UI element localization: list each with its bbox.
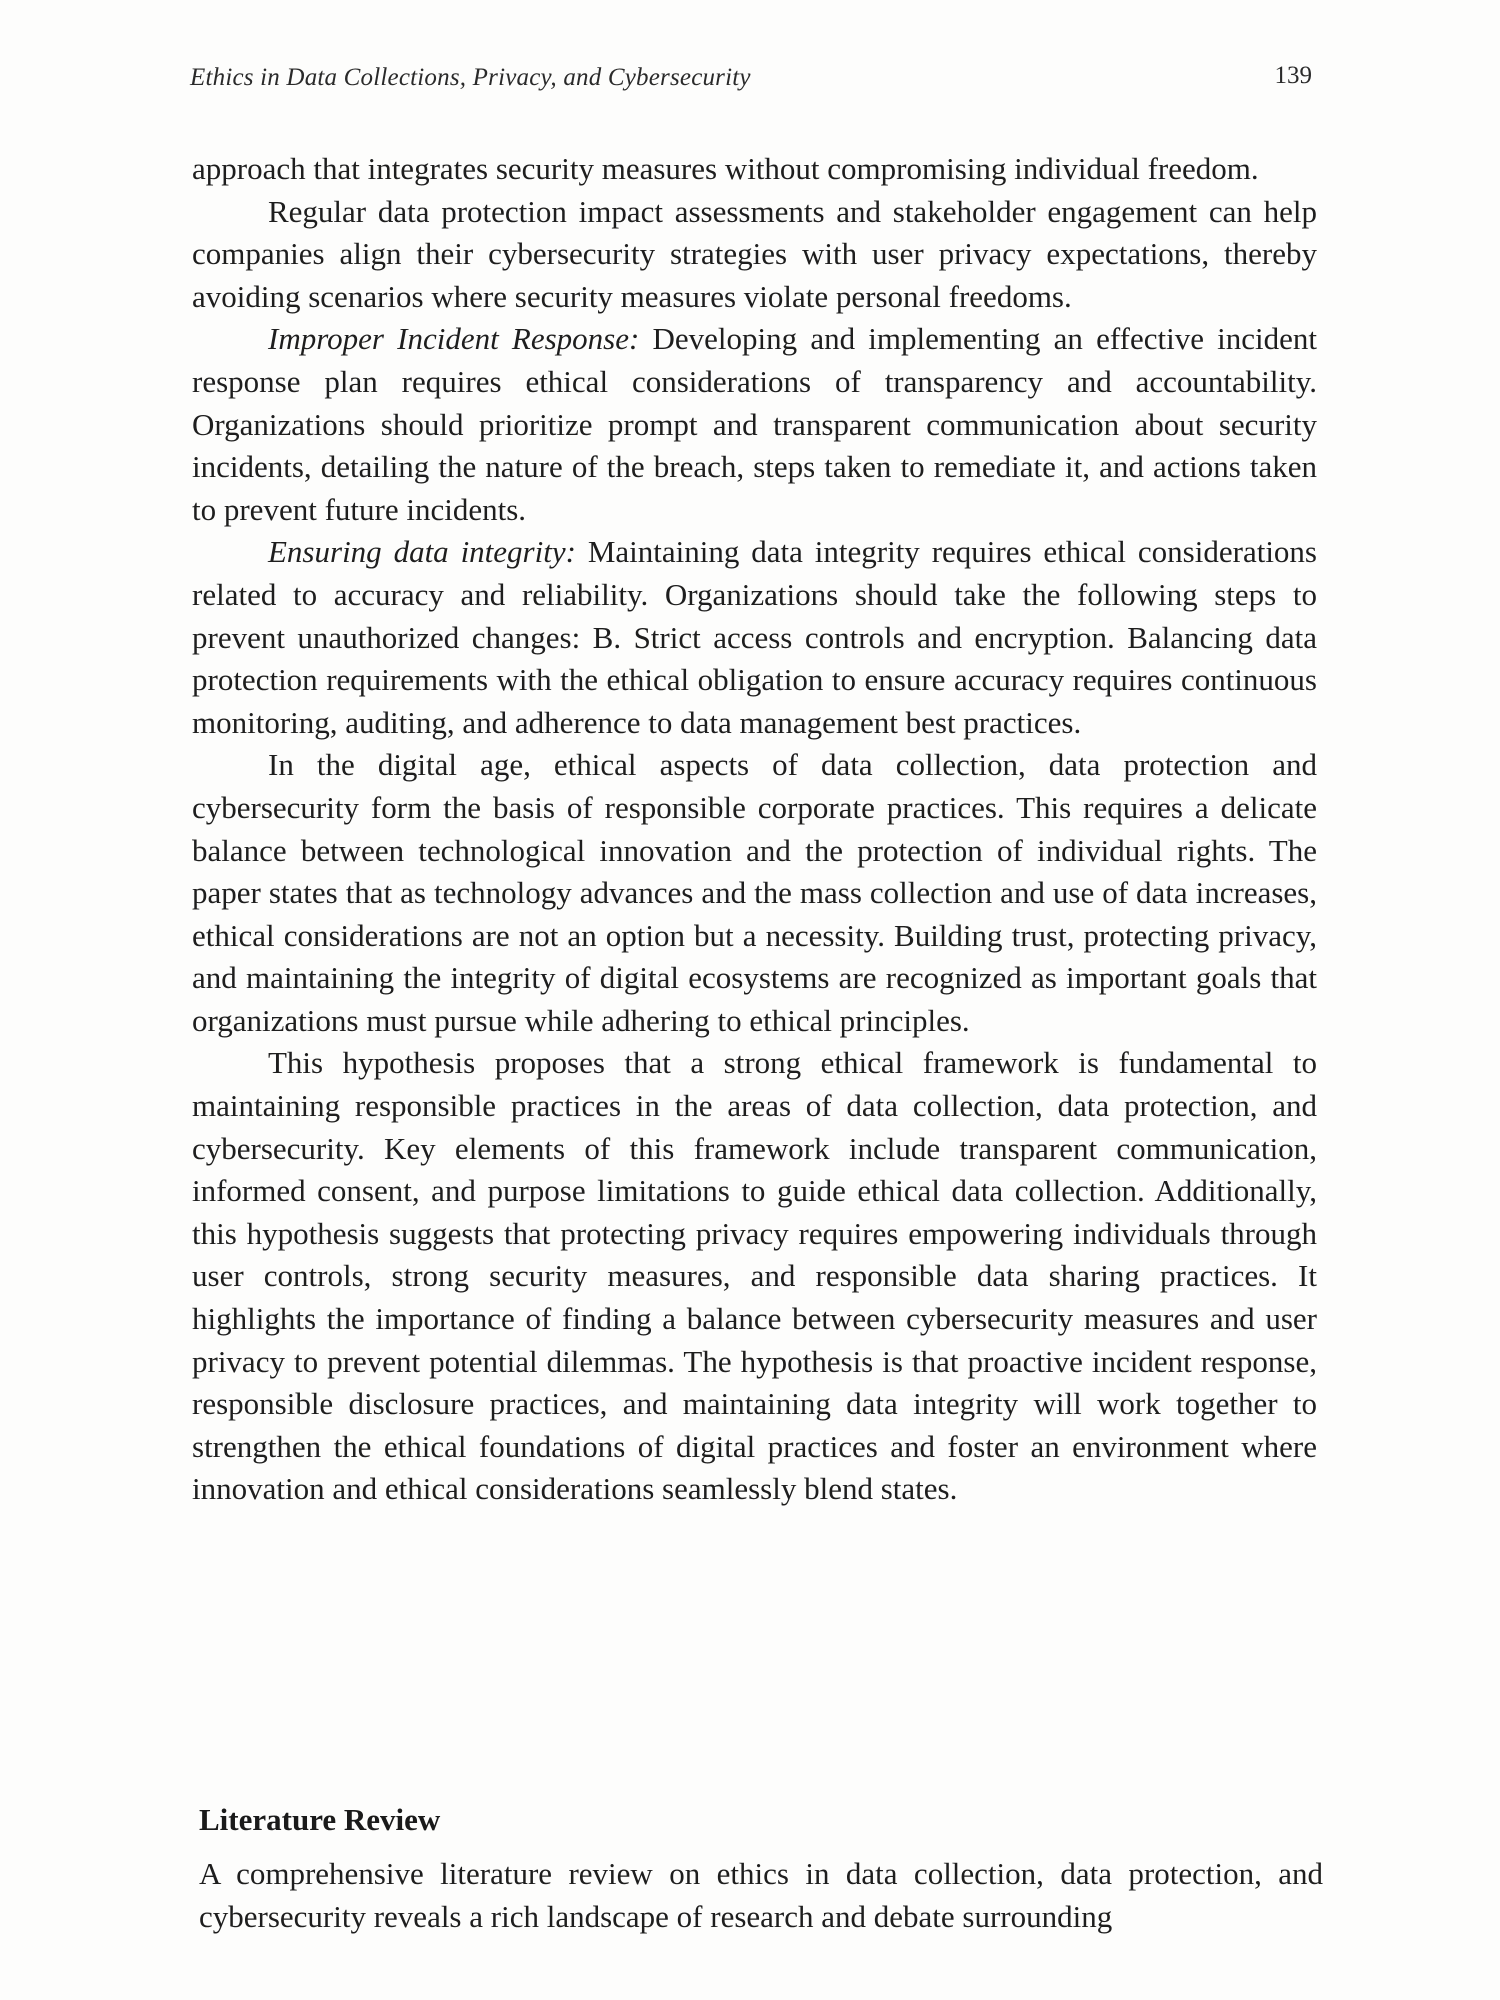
running-head: Ethics in Data Collections, Privacy, and Cybersecurity: [190, 64, 751, 91]
paragraph-ensuring-data-integrity: [192, 531, 1317, 744]
paragraph-continuation: [192, 148, 1317, 191]
paragraph-text: Regular data protection impact assessments and stakeholder engagement can help companies align their cybersecurity strategies with user privacy expectations, thereby avoiding scenarios where security measures violate personal freedoms.: [192, 193, 1317, 314]
page-number: 139: [1274, 62, 1312, 89]
paragraph-text: This hypothesis proposes that a strong ethical framework is fundamental to maintaining responsible practices in the areas of data collection, data protection, and cybersecurity. Key elements of this framework include transparent communication, informed consent, and purpose limitations to guide ethical data collection. Additionally, this hypothesis suggests that protecting privacy requires empowering individuals through user controls, strong security measures, and responsible data sharing practices. It highlights the importance of finding a balance between cybersecurity measures and user privacy to prevent potential dilemmas. The hypothesis is that proactive incident response, responsible disclosure practices, and maintaining data integrity will work together to strengthen the ethical foundations of digital practices and foster an environment where innovation and ethical considerations seamlessly blend states.: [192, 1045, 1317, 1507]
paragraph-text: Developing and implementing an effective incident response plan requires ethical considerations of transparency and accountability. Organizations should prioritize prompt and transparent communication about security incidents, detailing the nature of the breach, steps taken to remediate it, and actions taken to prevent future incidents.: [192, 321, 1318, 527]
section-heading: Literature Review: [199, 1802, 441, 1837]
paragraph-text: Maintaining data integrity requires ethical considerations related to accuracy and reliability. Organizations should take the following steps to prevent unauthorized changes: B. Strict access controls and encryption. Balancing data protection requirements with the ethical obligation to ensure accuracy requires continuous monitoring, auditing, and adherence to data management best practices.: [192, 534, 1317, 740]
paragraph: [192, 744, 1317, 1042]
paragraph-text: approach that integrates security measures without compromising individual freedom.: [192, 151, 1259, 186]
paragraph-text: In the digital age, ethical aspects of data collection, data protection and cybersecurity form the basis of responsible corporate practices. This requires a delicate balance between technological innovation and the protection of individual rights. The paper states that as technology advances and the mass collection and use of data increases, ethical considerations are not an option but a necessity. Building trust, protecting privacy, and maintaining the integrity of digital ecosystems are recognized as important goals that organizations must pursue while adhering to ethical principles.: [192, 747, 1317, 1038]
section-body: [199, 1853, 1323, 1938]
paragraph-text: A comprehensive literature review on ethics in data collection, data protection, and cybersecurity reveals a rich landscape of research and debate surrounding: [199, 1856, 1323, 1934]
run-in-heading: Improper Incident Response:: [268, 321, 640, 357]
paragraph-improper-incident-response: [192, 318, 1317, 531]
body-text: [192, 148, 1317, 1511]
run-in-heading: Ensuring data integrity:: [268, 534, 576, 570]
paragraph: [192, 1042, 1317, 1511]
paragraph: [192, 191, 1317, 319]
paragraph: [199, 1853, 1323, 1938]
